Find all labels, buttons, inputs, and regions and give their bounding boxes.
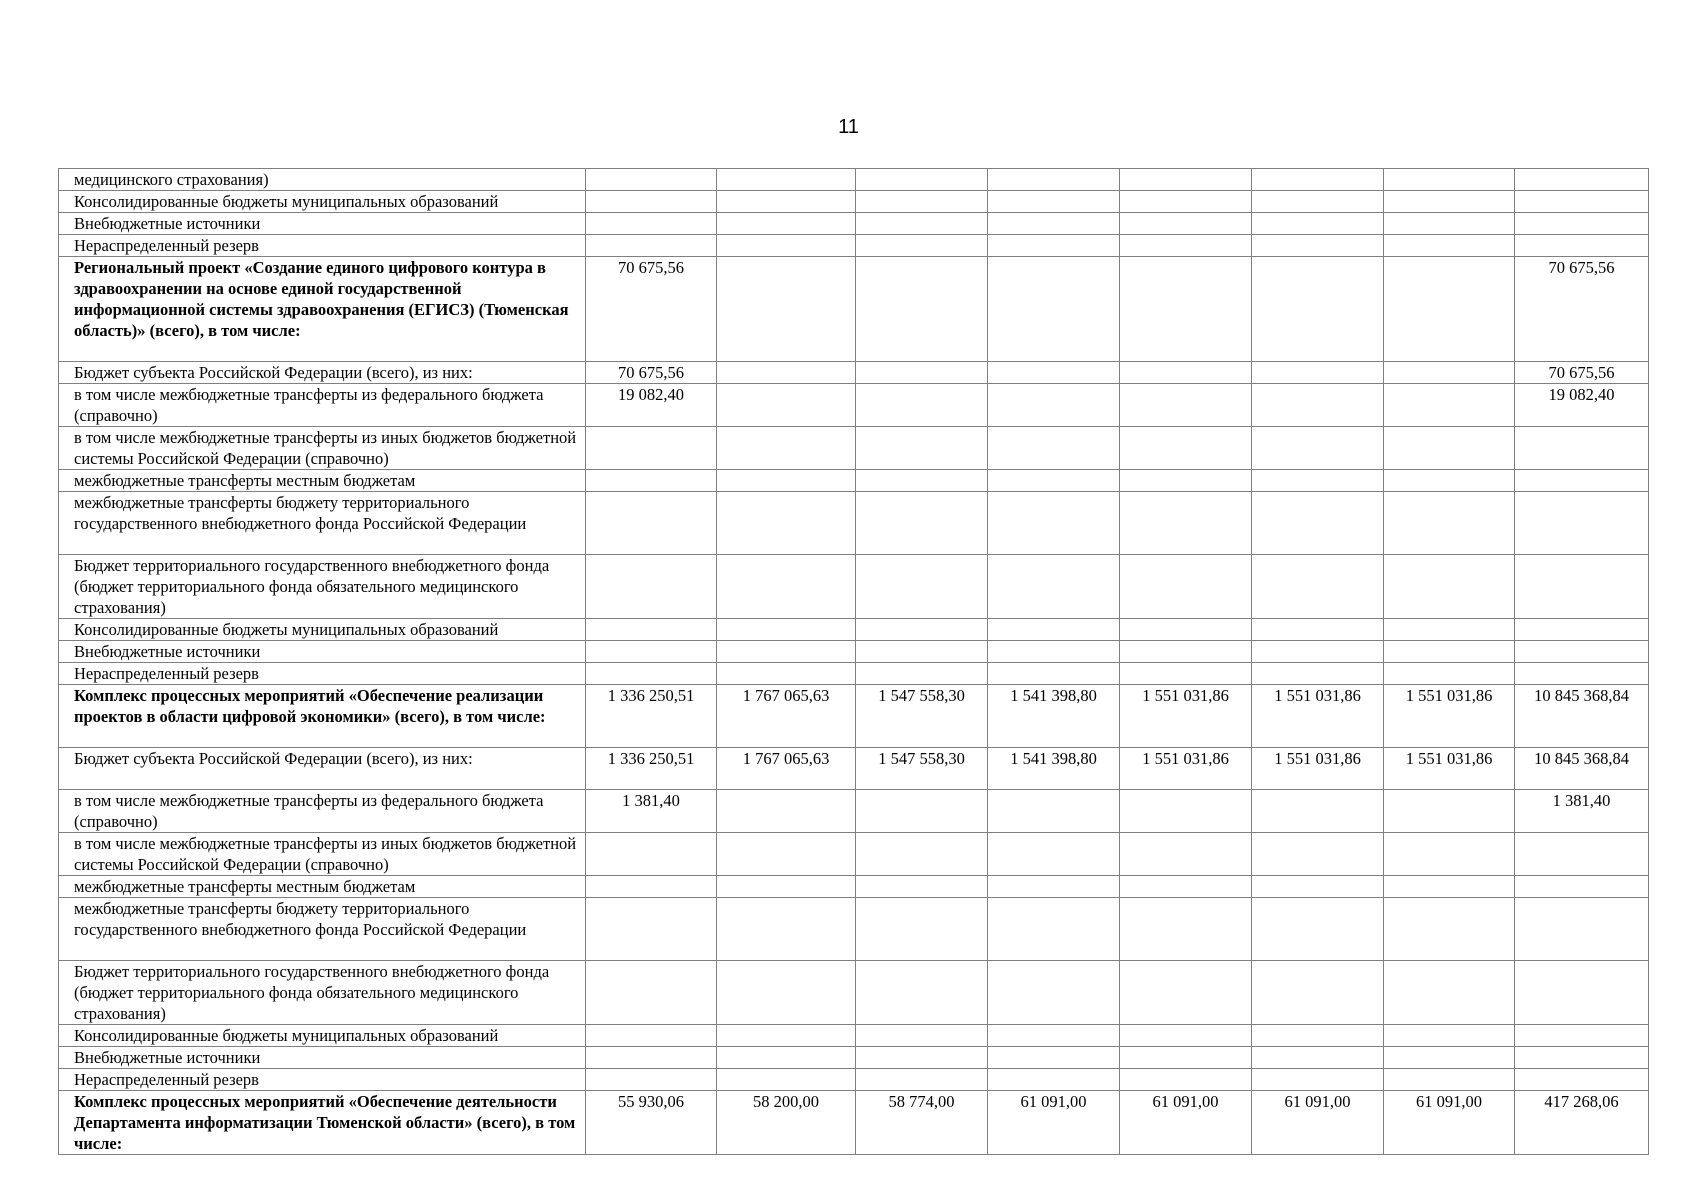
value-cell	[1384, 191, 1515, 213]
value-cell	[988, 362, 1120, 384]
value-cell	[717, 257, 856, 362]
value-cell	[717, 492, 856, 555]
row-label: межбюджетные трансферты местным бюджетам	[59, 876, 586, 898]
value-cell	[1515, 833, 1649, 876]
table-row	[59, 961, 1649, 1025]
value-cell	[1252, 492, 1384, 555]
row-label: в том числе межбюджетные трансферты из федерального бюджета (справочно)	[59, 790, 586, 833]
table-row	[59, 641, 1649, 663]
value-cell	[1384, 362, 1515, 384]
value-cell	[856, 427, 988, 470]
value-cell	[856, 213, 988, 235]
table-row	[59, 213, 1649, 235]
table-row	[59, 362, 1649, 384]
table-row	[59, 492, 1649, 555]
table-row	[59, 663, 1649, 685]
table-row	[59, 748, 1649, 790]
value-cell	[988, 235, 1120, 257]
row-label: Внебюджетные источники	[59, 1047, 586, 1069]
value-cell	[586, 641, 717, 663]
value-cell	[988, 833, 1120, 876]
value-cell	[856, 384, 988, 427]
value-cell: 61 091,00	[1252, 1091, 1384, 1155]
value-cell	[856, 1025, 988, 1047]
value-cell	[988, 257, 1120, 362]
row-label: Комплекс процессных мероприятий «Обеспечение деятельности Департамента информатизации Тюменской области» (всего), в том числе:	[59, 1091, 586, 1155]
value-cell	[586, 213, 717, 235]
value-cell	[988, 470, 1120, 492]
value-cell: 1 541 398,80	[988, 748, 1120, 790]
value-cell	[988, 1047, 1120, 1069]
value-cell	[717, 641, 856, 663]
table-row	[59, 790, 1649, 833]
value-cell	[717, 470, 856, 492]
row-label: Консолидированные бюджеты муниципальных образований	[59, 1025, 586, 1047]
value-cell	[1120, 790, 1252, 833]
value-cell	[856, 833, 988, 876]
value-cell	[1515, 191, 1649, 213]
value-cell: 1 336 250,51	[586, 748, 717, 790]
value-cell	[1515, 898, 1649, 961]
value-cell	[1120, 191, 1252, 213]
value-cell: 1 336 250,51	[586, 685, 717, 748]
value-cell: 1 547 558,30	[856, 748, 988, 790]
value-cell	[1515, 663, 1649, 685]
value-cell	[1252, 790, 1384, 833]
value-cell	[586, 492, 717, 555]
value-cell	[988, 1069, 1120, 1091]
value-cell	[1120, 1069, 1252, 1091]
row-label: межбюджетные трансферты местным бюджетам	[59, 470, 586, 492]
value-cell	[988, 213, 1120, 235]
table-row	[59, 191, 1649, 213]
value-cell	[1515, 555, 1649, 619]
table-row	[59, 235, 1649, 257]
table-row	[59, 898, 1649, 961]
value-cell	[988, 898, 1120, 961]
budget-table	[58, 168, 1649, 1155]
table-row	[59, 427, 1649, 470]
value-cell	[717, 663, 856, 685]
row-label: Нераспределенный резерв	[59, 235, 586, 257]
value-cell	[1120, 961, 1252, 1025]
value-cell	[1120, 619, 1252, 641]
value-cell: 55 930,06	[586, 1091, 717, 1155]
value-cell	[717, 384, 856, 427]
value-cell	[1252, 876, 1384, 898]
table-row	[59, 384, 1649, 427]
value-cell	[586, 876, 717, 898]
value-cell	[1120, 641, 1252, 663]
value-cell	[1384, 833, 1515, 876]
table-row	[59, 1069, 1649, 1091]
table-row	[59, 1025, 1649, 1047]
value-cell	[1515, 213, 1649, 235]
value-cell	[1384, 470, 1515, 492]
row-label: Нераспределенный резерв	[59, 1069, 586, 1091]
value-cell	[717, 1047, 856, 1069]
value-cell	[1252, 961, 1384, 1025]
value-cell	[988, 1025, 1120, 1047]
value-cell	[717, 555, 856, 619]
value-cell	[1252, 833, 1384, 876]
value-cell	[1384, 790, 1515, 833]
value-cell	[1252, 663, 1384, 685]
value-cell	[988, 663, 1120, 685]
value-cell: 1 551 031,86	[1384, 685, 1515, 748]
value-cell	[856, 876, 988, 898]
row-label: в том числе межбюджетные трансферты из федерального бюджета (справочно)	[59, 384, 586, 427]
value-cell	[1384, 492, 1515, 555]
value-cell	[1384, 663, 1515, 685]
value-cell	[717, 362, 856, 384]
value-cell: 58 774,00	[856, 1091, 988, 1155]
value-cell	[1515, 961, 1649, 1025]
value-cell	[856, 191, 988, 213]
value-cell	[1515, 169, 1649, 191]
value-cell	[988, 876, 1120, 898]
value-cell: 19 082,40	[1515, 384, 1649, 427]
value-cell	[988, 619, 1120, 641]
value-cell	[1515, 470, 1649, 492]
value-cell	[856, 555, 988, 619]
value-cell	[586, 427, 717, 470]
row-label: Консолидированные бюджеты муниципальных образований	[59, 619, 586, 641]
value-cell: 1 381,40	[1515, 790, 1649, 833]
value-cell: 70 675,56	[1515, 257, 1649, 362]
value-cell	[717, 619, 856, 641]
value-cell	[1120, 213, 1252, 235]
value-cell	[1384, 961, 1515, 1025]
row-label: Региональный проект «Создание единого цифрового контура в здравоохранении на основе единой государственной информационной системы здравоохранения (ЕГИСЗ) (Тюменская область)» (всего), в том числе:	[59, 257, 586, 362]
value-cell	[586, 833, 717, 876]
value-cell	[717, 235, 856, 257]
value-cell	[1120, 663, 1252, 685]
value-cell: 1 541 398,80	[988, 685, 1120, 748]
row-label: Бюджет территориального государственного внебюджетного фонда (бюджет территориального фонда обязательного медицинского страхования)	[59, 555, 586, 619]
value-cell	[988, 427, 1120, 470]
table-row	[59, 555, 1649, 619]
row-label: Бюджет субъекта Российской Федерации (всего), из них:	[59, 362, 586, 384]
value-cell	[1515, 1025, 1649, 1047]
value-cell	[1384, 384, 1515, 427]
value-cell	[1252, 169, 1384, 191]
value-cell: 1 551 031,86	[1252, 685, 1384, 748]
value-cell	[586, 961, 717, 1025]
value-cell	[586, 555, 717, 619]
value-cell	[586, 235, 717, 257]
value-cell	[1515, 492, 1649, 555]
value-cell	[988, 492, 1120, 555]
value-cell	[717, 1069, 856, 1091]
value-cell: 10 845 368,84	[1515, 685, 1649, 748]
value-cell	[1252, 1047, 1384, 1069]
value-cell	[988, 191, 1120, 213]
value-cell	[586, 1025, 717, 1047]
value-cell	[1252, 1069, 1384, 1091]
table-row	[59, 619, 1649, 641]
value-cell	[1120, 257, 1252, 362]
value-cell	[1384, 1025, 1515, 1047]
value-cell	[1384, 555, 1515, 619]
page-number: 11	[838, 116, 859, 138]
value-cell	[586, 619, 717, 641]
row-label: Бюджет территориального государственного внебюджетного фонда (бюджет территориального фонда обязательного медицинского страхования)	[59, 961, 586, 1025]
row-label: Нераспределенный резерв	[59, 663, 586, 685]
value-cell	[1252, 427, 1384, 470]
value-cell	[1384, 213, 1515, 235]
row-label: Внебюджетные источники	[59, 641, 586, 663]
value-cell	[1515, 641, 1649, 663]
value-cell: 1 767 065,63	[717, 685, 856, 748]
value-cell: 61 091,00	[988, 1091, 1120, 1155]
value-cell	[1252, 235, 1384, 257]
value-cell	[1120, 876, 1252, 898]
value-cell: 61 091,00	[1120, 1091, 1252, 1155]
value-cell	[856, 470, 988, 492]
row-label: Консолидированные бюджеты муниципальных образований	[59, 191, 586, 213]
row-label: Внебюджетные источники	[59, 213, 586, 235]
value-cell	[586, 898, 717, 961]
value-cell	[856, 641, 988, 663]
value-cell	[988, 169, 1120, 191]
value-cell	[717, 876, 856, 898]
value-cell	[1515, 1047, 1649, 1069]
value-cell	[1384, 898, 1515, 961]
value-cell	[717, 833, 856, 876]
value-cell	[1120, 235, 1252, 257]
value-cell	[717, 427, 856, 470]
table-row	[59, 876, 1649, 898]
value-cell: 1 381,40	[586, 790, 717, 833]
row-label: межбюджетные трансферты бюджету территориального государственного внебюджетного фонда Российской Федерации	[59, 492, 586, 555]
value-cell: 1 551 031,86	[1120, 685, 1252, 748]
value-cell	[856, 1069, 988, 1091]
value-cell	[1120, 1047, 1252, 1069]
value-cell	[717, 790, 856, 833]
value-cell	[1252, 191, 1384, 213]
value-cell: 61 091,00	[1384, 1091, 1515, 1155]
value-cell	[1120, 833, 1252, 876]
value-cell	[1384, 641, 1515, 663]
value-cell: 58 200,00	[717, 1091, 856, 1155]
value-cell	[1252, 1025, 1384, 1047]
row-label: Комплекс процессных мероприятий «Обеспечение реализации проектов в области цифровой экономики» (всего), в том числе:	[59, 685, 586, 748]
value-cell	[1252, 384, 1384, 427]
value-cell	[1515, 619, 1649, 641]
value-cell	[586, 191, 717, 213]
value-cell	[1120, 427, 1252, 470]
value-cell: 1 767 065,63	[717, 748, 856, 790]
value-cell	[586, 470, 717, 492]
value-cell	[1120, 362, 1252, 384]
value-cell	[1252, 362, 1384, 384]
value-cell	[856, 492, 988, 555]
value-cell	[1120, 898, 1252, 961]
value-cell	[1120, 1025, 1252, 1047]
value-cell	[1252, 555, 1384, 619]
value-cell: 10 845 368,84	[1515, 748, 1649, 790]
value-cell	[1515, 1069, 1649, 1091]
value-cell	[717, 1025, 856, 1047]
value-cell	[586, 1047, 717, 1069]
value-cell	[1120, 555, 1252, 619]
table-row	[59, 833, 1649, 876]
value-cell	[856, 961, 988, 1025]
value-cell	[988, 961, 1120, 1025]
value-cell	[1252, 470, 1384, 492]
row-label: медицинского страхования)	[59, 169, 586, 191]
value-cell	[1252, 898, 1384, 961]
row-label: в том числе межбюджетные трансферты из иных бюджетов бюджетной системы Российской Федерации (справочно)	[59, 833, 586, 876]
value-cell	[586, 1069, 717, 1091]
table-row	[59, 470, 1649, 492]
value-cell	[1384, 169, 1515, 191]
value-cell	[988, 790, 1120, 833]
value-cell: 1 547 558,30	[856, 685, 988, 748]
value-cell	[717, 898, 856, 961]
value-cell	[988, 641, 1120, 663]
value-cell	[1252, 619, 1384, 641]
value-cell	[856, 898, 988, 961]
value-cell	[586, 169, 717, 191]
value-cell	[988, 384, 1120, 427]
value-cell	[586, 663, 717, 685]
value-cell	[1384, 1047, 1515, 1069]
row-label: межбюджетные трансферты бюджету территориального государственного внебюджетного фонда Российской Федерации	[59, 898, 586, 961]
table-row	[59, 1091, 1649, 1155]
value-cell	[717, 191, 856, 213]
value-cell	[856, 1047, 988, 1069]
value-cell	[1515, 427, 1649, 470]
value-cell: 70 675,56	[1515, 362, 1649, 384]
value-cell	[1515, 876, 1649, 898]
value-cell: 70 675,56	[586, 362, 717, 384]
table-row	[59, 257, 1649, 362]
table-row	[59, 1047, 1649, 1069]
value-cell: 70 675,56	[586, 257, 717, 362]
value-cell	[1384, 1069, 1515, 1091]
row-label: Бюджет субъекта Российской Федерации (всего), из них:	[59, 748, 586, 790]
value-cell	[717, 169, 856, 191]
value-cell: 1 551 031,86	[1252, 748, 1384, 790]
value-cell	[1384, 427, 1515, 470]
value-cell	[1384, 257, 1515, 362]
value-cell	[1252, 641, 1384, 663]
value-cell: 1 551 031,86	[1384, 748, 1515, 790]
value-cell	[988, 555, 1120, 619]
value-cell: 1 551 031,86	[1120, 748, 1252, 790]
value-cell	[1252, 257, 1384, 362]
value-cell	[856, 169, 988, 191]
value-cell	[1384, 876, 1515, 898]
value-cell	[1384, 619, 1515, 641]
value-cell	[1120, 169, 1252, 191]
value-cell	[717, 961, 856, 1025]
value-cell	[856, 619, 988, 641]
value-cell: 417 268,06	[1515, 1091, 1649, 1155]
value-cell	[1252, 213, 1384, 235]
value-cell	[1120, 384, 1252, 427]
value-cell	[856, 257, 988, 362]
value-cell	[1120, 492, 1252, 555]
value-cell	[717, 213, 856, 235]
value-cell	[856, 235, 988, 257]
value-cell	[856, 790, 988, 833]
row-label: в том числе межбюджетные трансферты из иных бюджетов бюджетной системы Российской Федерации (справочно)	[59, 427, 586, 470]
value-cell	[856, 663, 988, 685]
table-row	[59, 685, 1649, 748]
table-row	[59, 169, 1649, 191]
value-cell	[856, 362, 988, 384]
value-cell	[1515, 235, 1649, 257]
value-cell	[1384, 235, 1515, 257]
value-cell: 19 082,40	[586, 384, 717, 427]
value-cell	[1120, 470, 1252, 492]
budget-table-body	[59, 169, 1649, 1155]
